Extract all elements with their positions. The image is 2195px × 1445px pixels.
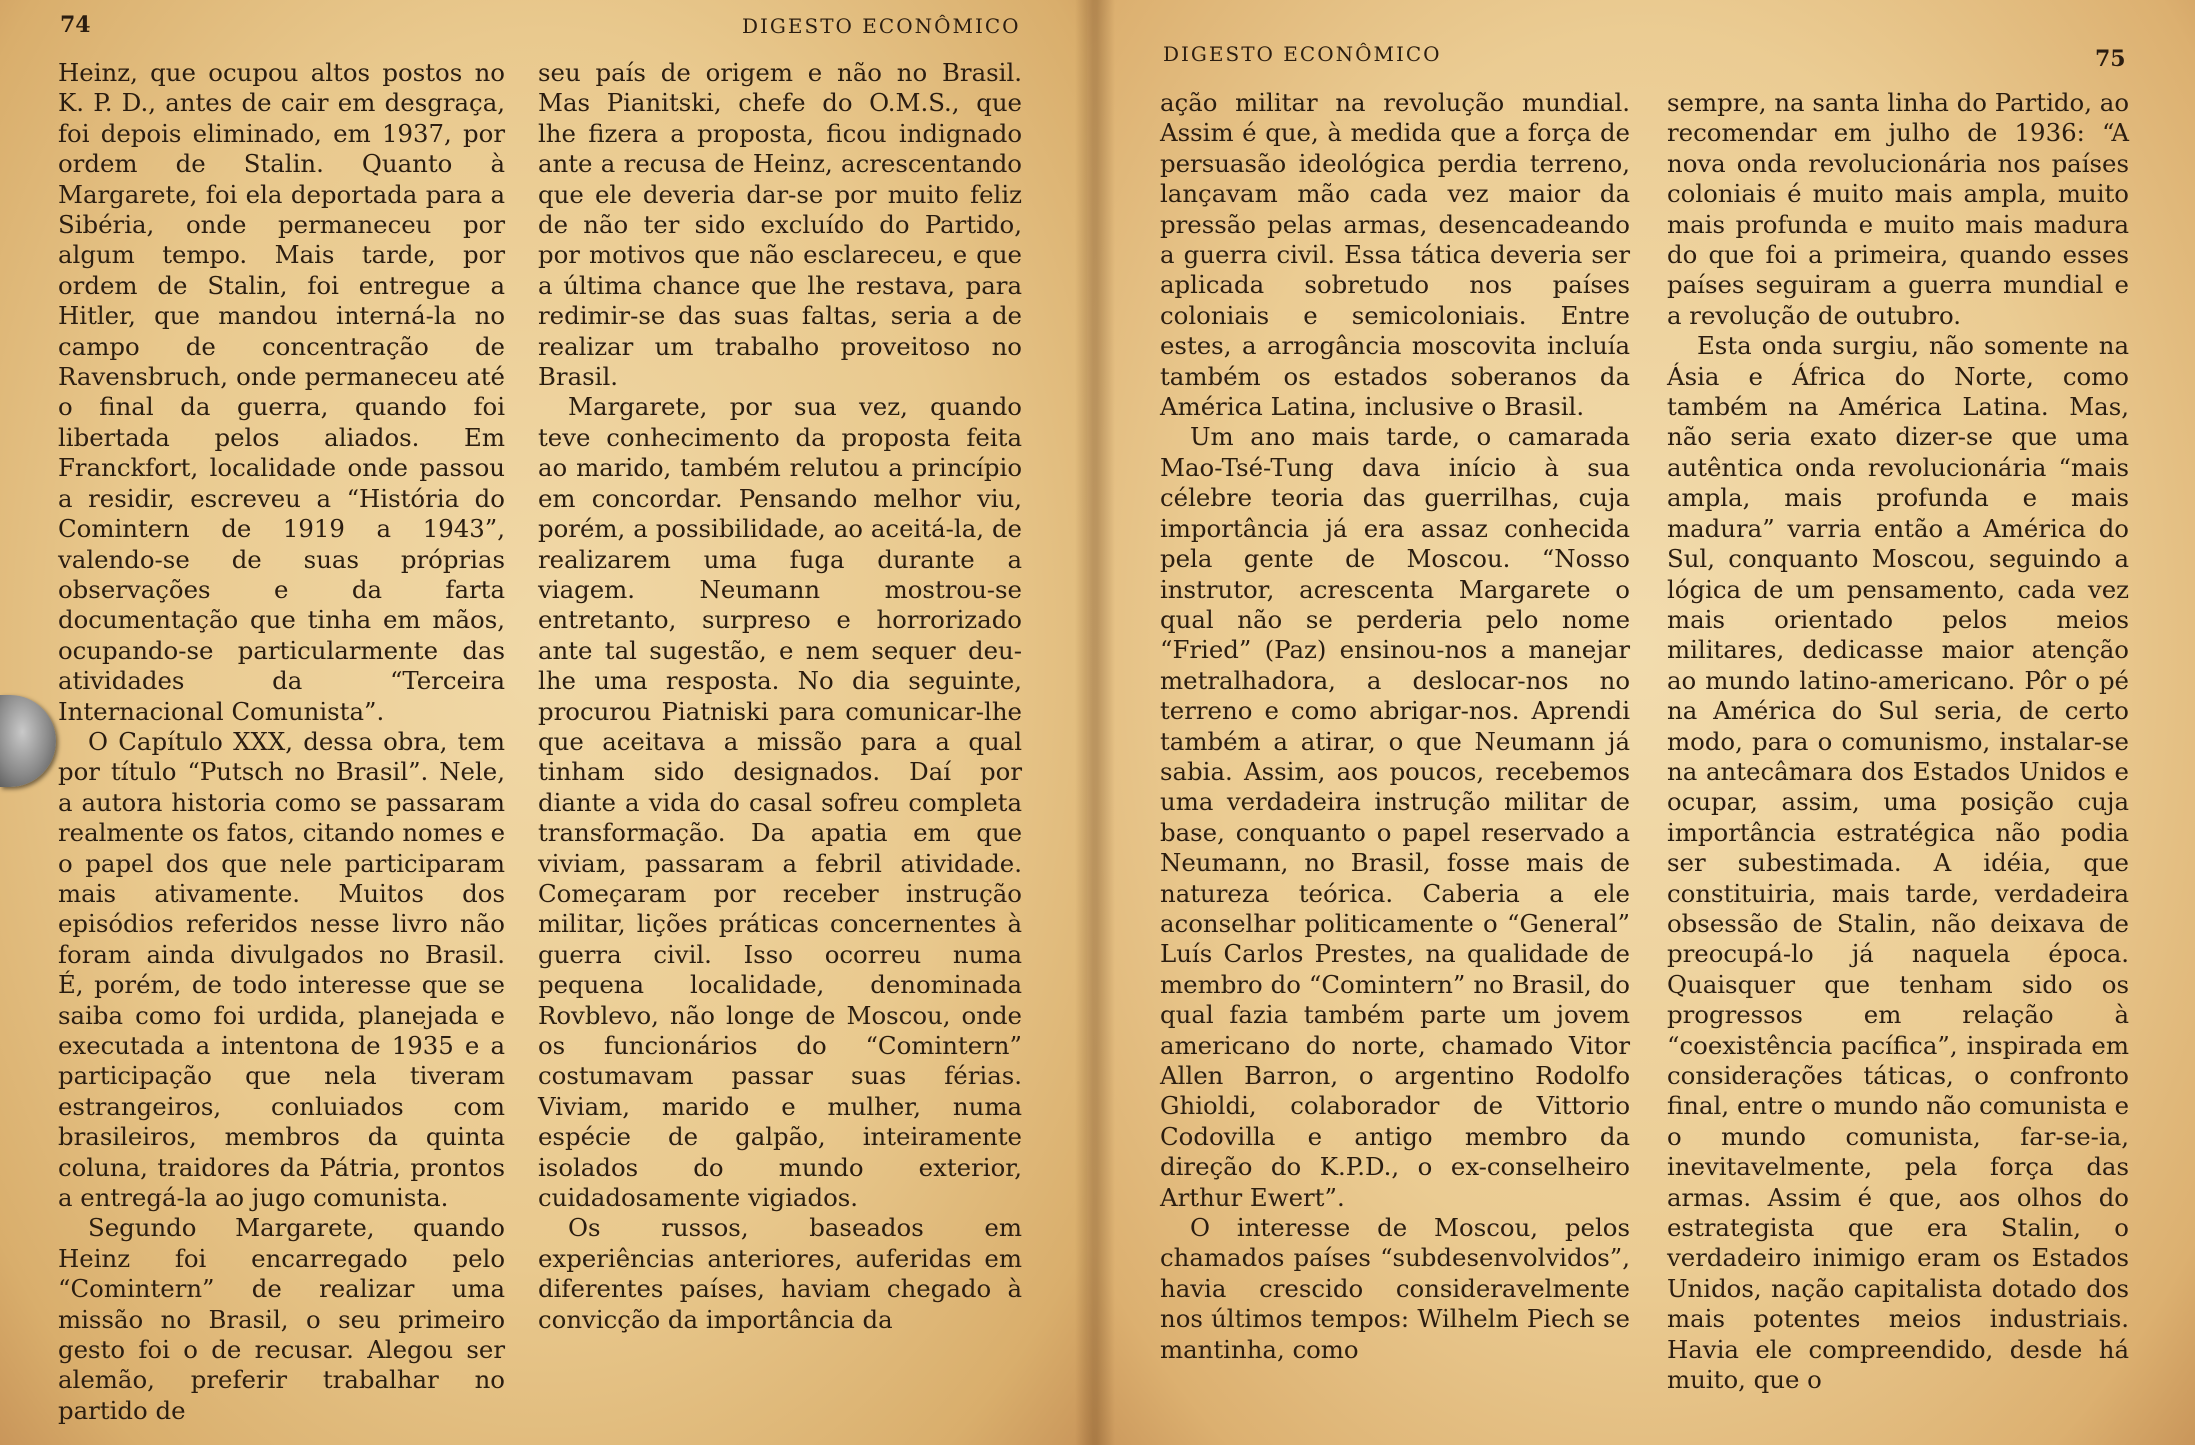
paragraph: Margarete, por sua vez, quando teve conhecimento da proposta feita ao marido, também relutou a princípio em concordar. Pensando melhor viu, porém, a possibilidade, ao aceitá-la, de realizarem uma fuga durante a viagem. Neumann mostrou-se entretanto, surpreso e horrorizado ante tal sugestão, e nem sequer deu-lhe uma resposta. No dia seguinte, procurou Piatniski para comunicar-lhe que aceitava a missão para a qual tinham sido designados. Daí por diante a vida do casal sofreu completa transformação. Da apatia em que viviam, passaram a febril atividade. Começaram por receber instrução militar, lições práticas concernentes à guerra civil. Isso ocorreu numa pequena localidade, denominada Rovblevo, não longe de Moscou, onde os funcionários do “Comintern” costumavam passar suas férias. Viviam, marido e mulher, numa espécie de galpão, inteiramente isolados do mundo exterior, cuidadosamente vigiados. — [538, 392, 1022, 1213]
paragraph: O Capítulo XXX, dessa obra, tem por título “Putsch no Brasil”. Nele, a autora historia como se passaram realmente os fatos, citando nomes e o papel dos que nele participaram mais ativamente. Muitos dos episódios referidos nesse livro não foram ainda divulgados no Brasil. É, porém, de todo interesse que se saiba como foi urdida, planejada e executada a intentona de 1935 e a participação que nela tiveram estrangeiros, conluiados com brasileiros, membros da quinta coluna, traidores da Pátria, prontos a entregá-la ao jugo comunista. — [58, 726, 505, 1213]
paragraph: Os russos, baseados em experiências anteriores, auferidas em diferentes países, haviam chegado à convicção da importância da — [538, 1213, 1022, 1334]
paragraph: Segundo Margarete, quando Heinz foi encarregado pelo “Comintern” de realizar uma missão no Brasil, o seu primeiro gesto foi o de recusar. Alegou ser alemão, preferir trabalhar no partido de — [58, 1213, 505, 1425]
text-column-2 — [538, 58, 1022, 1335]
page-number: 75 — [2095, 46, 2126, 72]
paragraph: sempre, na santa linha do Partido, ao recomendar em julho de 1936: “A nova onda revolucionária nos países coloniais é muito mais ampla, muito mais profunda e muito mais madura do que foi a primeira, quando esses países seguiram a guerra mundial e a revolução de outubro. — [1667, 88, 2129, 330]
text-column-1 — [1160, 88, 1630, 1365]
left-page — [0, 0, 1087, 1445]
text-column-2 — [1667, 88, 2129, 1395]
paragraph: seu país de origem e não no Brasil. Mas Pianitski, chefe do O.M.S., que lhe fizera a proposta, ficou indignado ante a recusa de Heinz, acrescentando que ele deveria dar-se por muito feliz de não ter sido excluído do Partido, por motivos que não esclareceu, e que a última chance que lhe restava, para redimir-se das suas faltas, seria a de realizar um trabalho proveitoso no Brasil. — [538, 58, 1022, 392]
page-number: 74 — [60, 12, 91, 38]
paragraph: Um ano mais tarde, o camarada Mao-Tsé-Tung dava início à sua célebre teoria das guerrilhas, cuja importância já era assaz conhecida pela gente de Moscou. “Nosso instrutor, acrescenta Margarete o qual não se perderia pelo nome “Fried” (Paz) ensinou-nos a manejar metralhadora, a deslocar-nos no terreno e como abrigar-nos. Aprendi também a atirar, o que Neumann já sabia. Assim, aos poucos, recebemos uma verdadeira instrução militar de base, conquanto o papel reservado a Neumann, no Brasil, fosse mais de natureza teórica. Caberia a ele aconselhar politicamente o “General” Luís Carlos Prestes, na qualidade de membro do “Comintern” no Brasil, do qual fazia também parte um jovem americano do norte, chamado Vitor Allen Barron, o argentino Rodolfo Ghioldi, colaborador de Vittorio Codovilla e antigo membro da direção do K.P.D., o ex-conselheiro Arthur Ewert”. — [1160, 422, 1630, 1212]
paragraph: ação militar na revolução mundial. Assim é que, à medida que a força de persuasão ideológica perdia terreno, lançavam mão cada vez maior da pressão pelas armas, desencadeando a guerra civil. Essa tática deveria ser aplicada sobretudo nos países coloniais e semicoloniais. Entre estes, a arrogância moscovita incluía também os estados soberanos da América Latina, inclusive o Brasil. — [1160, 88, 1630, 422]
running-head: DIGESTO ECONÔMICO — [1163, 42, 1442, 66]
paragraph: Heinz, que ocupou altos postos no K. P. D., antes de cair em desgraça, foi depois eliminado, em 1937, por ordem de Stalin. Quanto à Margarete, foi ela deportada para a Sibéria, onde permaneceu por algum tempo. Mais tarde, por ordem de Stalin, foi entregue a Hitler, que mandou interná-la no campo de concentração de Ravensbruch, onde permaneceu até o final da guerra, quando foi libertada pelos aliados. Em Franckfort, localidade onde passou a residir, escreveu a “História do Comintern de 1919 a 1943”, valendo-se de suas próprias observações e da farta documentação que tinha em mãos, ocupando-se particularmente das atividades da “Terceira Internacional Comunista”. — [58, 58, 505, 726]
binder-clip — [0, 695, 56, 787]
paragraph: Esta onda surgiu, não somente na Ásia e África do Norte, como também na América Latina. Mas, não seria exato dizer-se que uma autêntica onda revolucionária “mais ampla, mais profunda e mais madura” varria então a América do Sul, conquanto Moscou, seguindo a lógica de um pensamento, cada vez mais orientado pelos meios militares, dedicasse maior atenção ao mundo latino-americano. Pôr o pé na América do Sul seria, de certo modo, para o comunismo, instalar-se na antecâmara dos Estados Unidos e ocupar, assim, uma posição cuja importância estratégica não podia ser subestimada. A idéia, que constituiria, mais tarde, verdadeira obsessão de Stalin, não deixava de preocupá-lo já naquela época. Quaisquer que tenham sido os progressos em relação à “coexistência pacífica”, inspirada em considerações táticas, o confronto final, entre o mundo não comunista e o mundo comunista, far-se-ia, inevitavelmente, pela força das armas. Assim é que, aos olhos do estrategista que era Stalin, o verdadeiro inimigo eram os Estados Unidos, nação capitalista dotado dos mais potentes meios industriais. Havia ele compreendido, desde há muito, que o — [1667, 331, 2129, 1395]
paragraph: O interesse de Moscou, pelos chamados países “subdesenvolvidos”, havia crescido consideravelmente nos últimos tempos: Wilhelm Piech se mantinha, como — [1160, 1213, 1630, 1364]
right-page — [1087, 0, 2195, 1445]
text-column-1 — [58, 58, 505, 1426]
running-head: DIGESTO ECONÔMICO — [742, 14, 1021, 38]
